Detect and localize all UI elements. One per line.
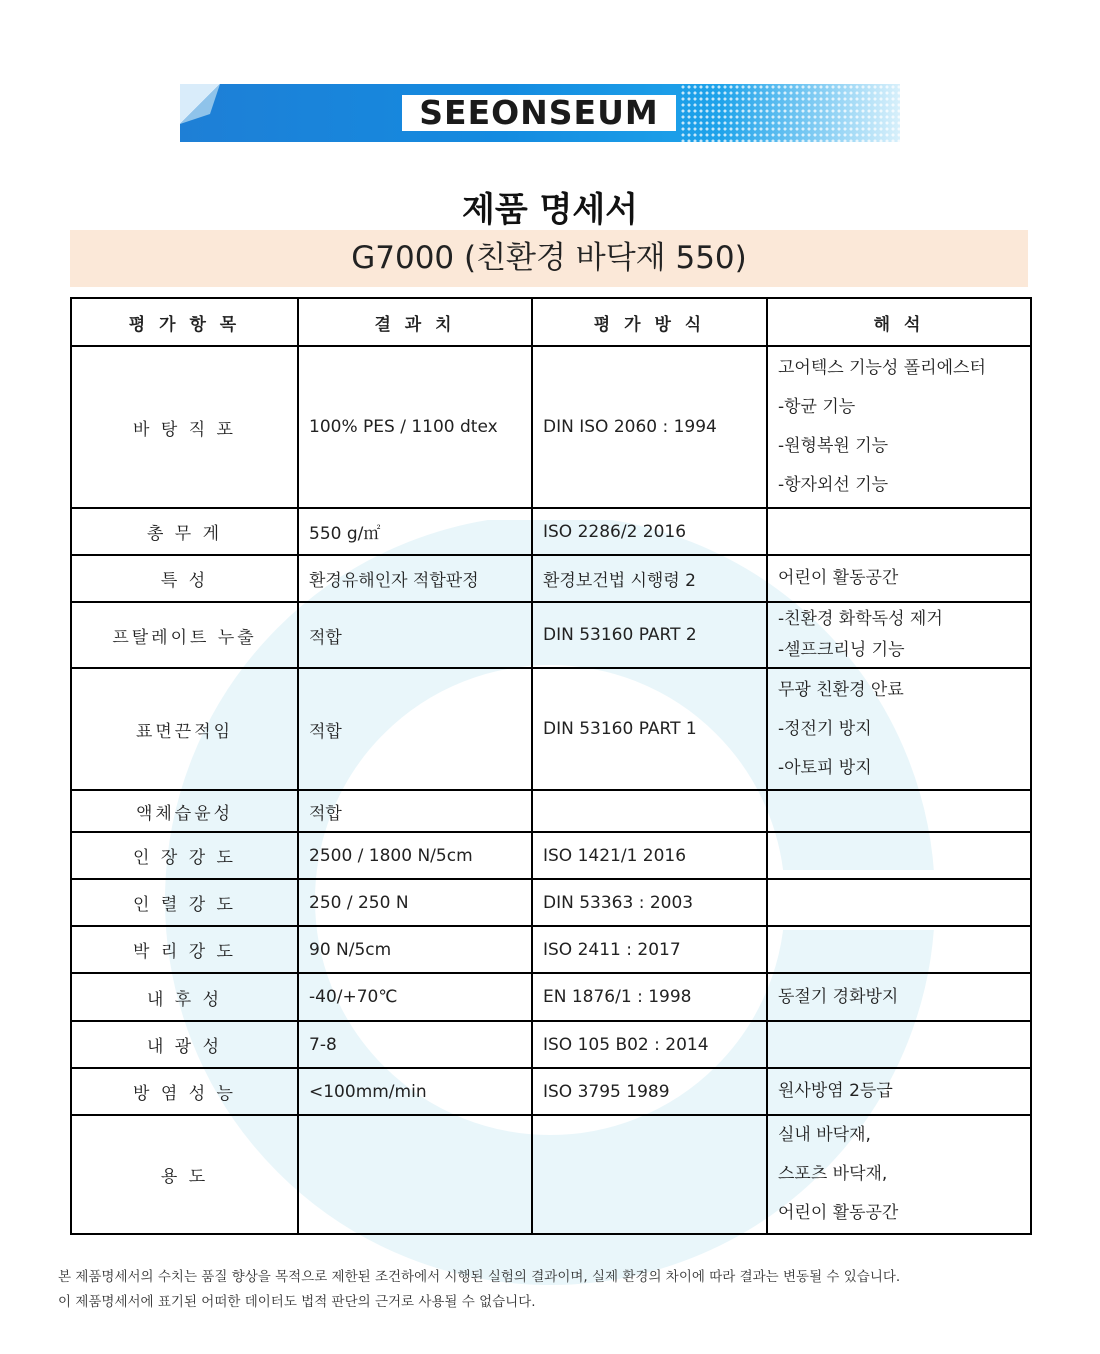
interpretation-line: 어린이 활동공간 xyxy=(778,568,899,588)
interpretation-line: -셀프크리닝 기능 xyxy=(778,640,905,660)
table-row xyxy=(71,790,1031,832)
cell-interpretation xyxy=(767,1115,1031,1234)
cell-item: 총 무 게 xyxy=(71,508,298,555)
header-item: 평 가 항 목 xyxy=(71,298,298,346)
table-row xyxy=(71,973,1031,1021)
cell-result: <100mm/min xyxy=(298,1068,532,1115)
cell-result: -40/+70℃ xyxy=(298,973,532,1021)
cell-interpretation xyxy=(767,879,1031,926)
table-row xyxy=(71,879,1031,926)
cell-method: ISO 1421/1 2016 xyxy=(532,832,767,879)
footnote xyxy=(58,1265,1058,1315)
table-row xyxy=(71,555,1031,602)
cell-result: 적합 xyxy=(298,790,532,832)
interpretation-line: 실내 바닥재, xyxy=(778,1125,871,1145)
cell-item: 표면끈적임 xyxy=(71,668,298,790)
cell-interpretation xyxy=(767,508,1031,555)
table-row xyxy=(71,1021,1031,1068)
table-header-row xyxy=(71,298,1031,346)
table-row xyxy=(71,926,1031,973)
cell-result: 90 N/5cm xyxy=(298,926,532,973)
cell-item: 특 성 xyxy=(71,555,298,602)
cell-interpretation xyxy=(767,790,1031,832)
cell-item: 액체습윤성 xyxy=(71,790,298,832)
cell-interpretation xyxy=(767,1021,1031,1068)
interpretation-line: -정전기 방지 xyxy=(778,718,872,739)
cell-result: 250 / 250 N xyxy=(298,879,532,926)
interpretation-line: -항자외선 기능 xyxy=(778,475,889,495)
interpretation-line: 원사방염 2등급 xyxy=(778,1081,893,1101)
cell-item: 박 리 강 도 xyxy=(71,926,298,973)
interpretation-line: -아토피 방지 xyxy=(778,757,872,778)
footnote-line: 본 제품명세서의 수치는 품질 향상을 목적으로 제한된 조건하에서 시행된 실험의 결과이며, 실제 환경의 차이에 따라 결과는 변동될 수 있습니다. xyxy=(58,1269,901,1285)
cell-result: 2500 / 1800 N/5cm xyxy=(298,832,532,879)
cell-interpretation xyxy=(767,668,1031,790)
interpretation-line: -친환경 화학독성 제거 xyxy=(778,609,943,629)
product-name: G7000 (친환경 바닥재 550) xyxy=(70,230,1028,287)
banner-dot-pattern xyxy=(680,84,900,142)
cell-result: 7-8 xyxy=(298,1021,532,1068)
spec-table xyxy=(70,297,1032,1235)
cell-result: 100% PES / 1100 dtex xyxy=(298,346,532,508)
cell-method: DIN 53363 : 2003 xyxy=(532,879,767,926)
interpretation-line: 스포츠 바닥재, xyxy=(778,1164,888,1184)
table-row xyxy=(71,1068,1031,1115)
table-row xyxy=(71,832,1031,879)
table-row xyxy=(71,346,1031,508)
cell-item: 내 광 성 xyxy=(71,1021,298,1068)
cell-item: 인 장 강 도 xyxy=(71,832,298,879)
cell-method xyxy=(532,1115,767,1234)
cell-interpretation xyxy=(767,973,1031,1021)
cell-method: ISO 2286/2 2016 xyxy=(532,508,767,555)
cell-item: 바 탕 직 포 xyxy=(71,346,298,508)
page-curl-icon xyxy=(180,84,220,142)
cell-item: 프탈레이트 누출 xyxy=(71,602,298,668)
interpretation-line: 어린이 활동공간 xyxy=(778,1203,899,1223)
cell-result xyxy=(298,1115,532,1234)
cell-interpretation xyxy=(767,602,1031,668)
cell-method xyxy=(532,790,767,832)
brand-banner xyxy=(180,84,900,142)
header-result: 결 과 치 xyxy=(298,298,532,346)
cell-item: 용 도 xyxy=(71,1115,298,1234)
interpretation-line: -원형복원 기능 xyxy=(778,436,889,456)
cell-item: 방 염 성 능 xyxy=(71,1068,298,1115)
header-interpretation: 해 석 xyxy=(767,298,1031,346)
interpretation-line: 무광 친환경 안료 xyxy=(778,679,904,700)
cell-method: 환경보건법 시행령 2 xyxy=(532,555,767,602)
table-row xyxy=(71,508,1031,555)
cell-item: 인 렬 강 도 xyxy=(71,879,298,926)
cell-item: 내 후 성 xyxy=(71,973,298,1021)
interpretation-line: -항균 기능 xyxy=(778,397,856,417)
cell-interpretation xyxy=(767,926,1031,973)
cell-interpretation xyxy=(767,1068,1031,1115)
cell-method: EN 1876/1 : 1998 xyxy=(532,973,767,1021)
cell-interpretation xyxy=(767,832,1031,879)
cell-method: DIN 53160 PART 1 xyxy=(532,668,767,790)
interpretation-line: 고어텍스 기능성 폴리에스터 xyxy=(778,358,986,378)
table-row xyxy=(71,602,1031,668)
cell-interpretation xyxy=(767,555,1031,602)
interpretation-line: 동절기 경화방지 xyxy=(778,986,899,1007)
cell-interpretation xyxy=(767,346,1031,508)
cell-method: DIN ISO 2060 : 1994 xyxy=(532,346,767,508)
cell-result: 550 g/㎡ xyxy=(298,508,532,555)
table-row xyxy=(71,668,1031,790)
cell-method: DIN 53160 PART 2 xyxy=(532,602,767,668)
cell-method: ISO 105 B02 : 2014 xyxy=(532,1021,767,1068)
cell-result: 적합 xyxy=(298,668,532,790)
cell-result: 적합 xyxy=(298,602,532,668)
table-row xyxy=(71,1115,1031,1234)
header-method: 평 가 방 식 xyxy=(532,298,767,346)
cell-method: ISO 3795 1989 xyxy=(532,1068,767,1115)
document-title: 제품 명세서 xyxy=(461,190,639,230)
footnote-line: 이 제품명세서에 표기된 어떠한 데이터도 법적 판단의 근거로 사용될 수 없습니다. xyxy=(58,1294,536,1310)
cell-result: 환경유해인자 적합판정 xyxy=(298,555,532,602)
brand-logo: SEEONSEUM xyxy=(402,95,676,131)
cell-method: ISO 2411 : 2017 xyxy=(532,926,767,973)
